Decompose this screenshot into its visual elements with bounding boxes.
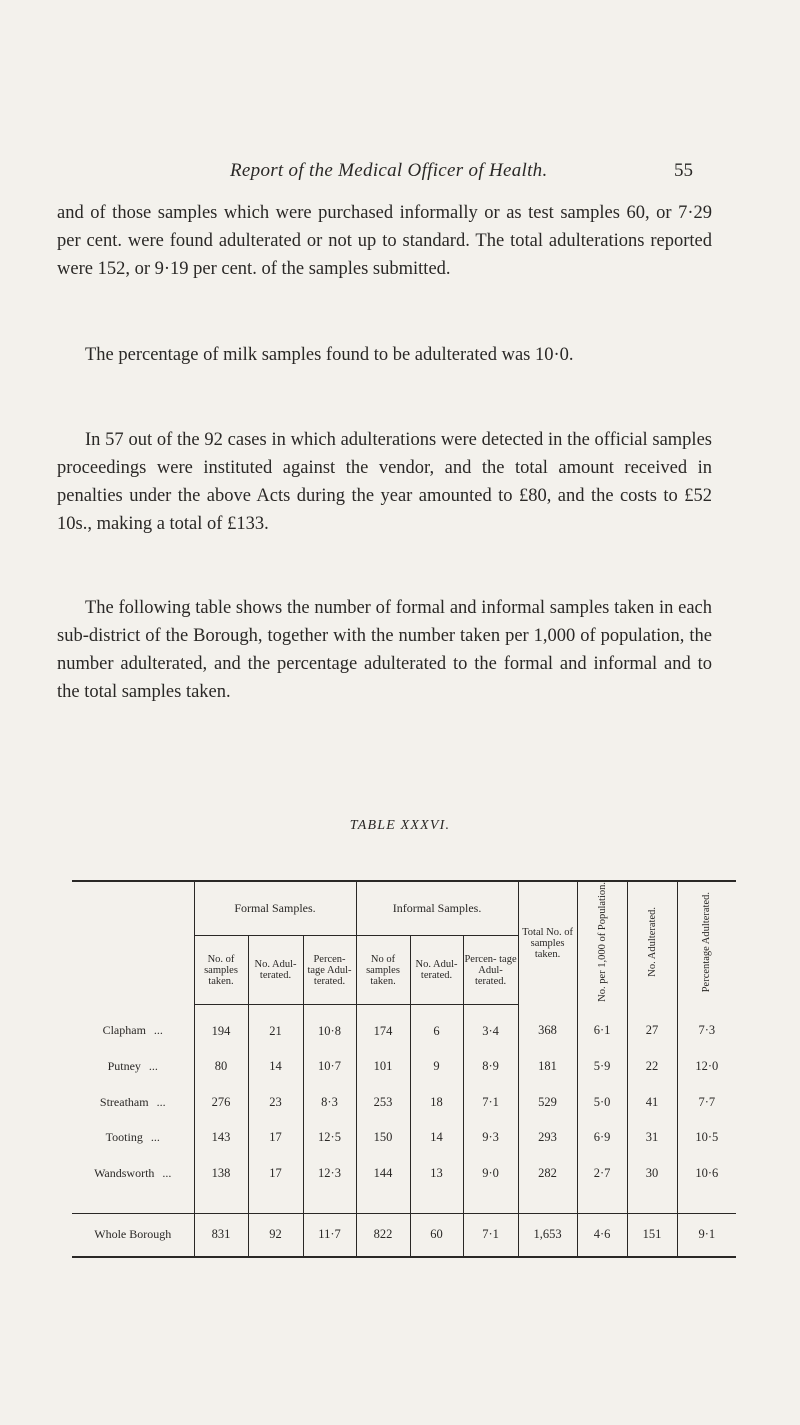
table-cell: 9·0	[463, 1155, 518, 1191]
samples-table	[72, 880, 736, 1258]
table-cell: 282	[518, 1155, 577, 1191]
table-cell: 101	[356, 1049, 410, 1085]
table-cell: 22	[627, 1049, 677, 1085]
separator-cell	[627, 1191, 677, 1214]
table-cell: 529	[518, 1084, 577, 1120]
informal-adulterated-header: No. Adul- terated.	[410, 935, 463, 1004]
table-cell: 3·4	[463, 1005, 518, 1049]
informal-percentage-header: Percen- tage Adul- terated.	[463, 935, 518, 1004]
table-cell: 2·7	[577, 1155, 627, 1191]
separator-row	[72, 1191, 736, 1214]
table-cell: 10·8	[303, 1005, 356, 1049]
table-cell: 12·0	[677, 1049, 736, 1085]
leader-dots: ...	[162, 1165, 172, 1180]
table-cell: 143	[194, 1120, 248, 1156]
total-cell: 4·6	[577, 1213, 627, 1257]
separator-cell	[677, 1191, 736, 1214]
table-cell: 7·1	[463, 1084, 518, 1120]
row-label: Streatham ...	[99, 1094, 166, 1109]
table-cell: 150	[356, 1120, 410, 1156]
separator-cell	[356, 1191, 410, 1214]
table-cell: 14	[248, 1049, 303, 1085]
total-cell: 9·1	[677, 1213, 736, 1257]
table-cell: 6·9	[577, 1120, 627, 1156]
table-row	[72, 1155, 736, 1191]
row-label: Tooting ...	[105, 1130, 160, 1145]
stub-header	[72, 881, 194, 1005]
table-cell: 17	[248, 1120, 303, 1156]
row-label: Wandsworth ...	[94, 1165, 172, 1180]
total-cell: 7·1	[463, 1213, 518, 1257]
total-row	[72, 1213, 736, 1257]
percentage-adulterated-header: Percentage Adulterated.	[677, 881, 736, 1005]
table-cell: 18	[410, 1084, 463, 1120]
page-header	[0, 160, 800, 190]
table-cell: 8·3	[303, 1084, 356, 1120]
informal-samples-header: Informal Samples.	[356, 881, 518, 935]
running-title: Report of the Medical Officer of Health.	[230, 160, 548, 181]
total-cell: 831	[194, 1213, 248, 1257]
table-cell: 21	[248, 1005, 303, 1049]
total-cell: 92	[248, 1213, 303, 1257]
table-cell: 276	[194, 1084, 248, 1120]
page-number: 55	[674, 160, 693, 181]
formal-percentage-header: Percen- tage Adul- terated.	[303, 935, 356, 1004]
total-cell: 822	[356, 1213, 410, 1257]
formal-samples-header: Formal Samples.	[194, 881, 356, 935]
table-cell: 23	[248, 1084, 303, 1120]
table-cell: 30	[627, 1155, 677, 1191]
table-cell: 9·3	[463, 1120, 518, 1156]
table-cell: 13	[410, 1155, 463, 1191]
separator-cell	[72, 1191, 194, 1214]
table-cell: 181	[518, 1049, 577, 1085]
table-cell: 6	[410, 1005, 463, 1049]
table-cell: 10·5	[677, 1120, 736, 1156]
table-cell: 80	[194, 1049, 248, 1085]
paragraph-samples-adulterated: and of those samples which were purchased informally or as test samples 60, or 7·29 per cent. were found adulterated or not up to standard. The total adulterations reported were 152, or 9·19 per cent. of the samples submitted.	[57, 203, 712, 279]
table-cell: 138	[194, 1155, 248, 1191]
table-cell: 5·0	[577, 1084, 627, 1120]
table-cell: 194	[194, 1005, 248, 1049]
table-caption: TABLE XXXVI.	[349, 818, 451, 833]
table-cell: 10·7	[303, 1049, 356, 1085]
table-cell: 293	[518, 1120, 577, 1156]
table-row	[72, 1084, 736, 1120]
leader-dots: ...	[148, 1059, 158, 1074]
table-cell: 27	[627, 1005, 677, 1049]
table-cell: 17	[248, 1155, 303, 1191]
table-cell: 253	[356, 1084, 410, 1120]
table-cell: 5·9	[577, 1049, 627, 1085]
table-row	[72, 1049, 736, 1085]
per-1000-header: No. per 1,000 of Population.	[577, 881, 627, 1005]
table-cell: 12·3	[303, 1155, 356, 1191]
formal-adulterated-header: No. Adul- terated.	[248, 935, 303, 1004]
separator-cell	[463, 1191, 518, 1214]
total-cell: 11·7	[303, 1213, 356, 1257]
separator-cell	[410, 1191, 463, 1214]
row-label: Putney ...	[107, 1059, 158, 1074]
table-cell: 41	[627, 1084, 677, 1120]
informal-samples-taken-header: No of samples taken.	[356, 935, 410, 1004]
separator-cell	[248, 1191, 303, 1214]
table-cell: 12·5	[303, 1120, 356, 1156]
total-cell: 1,653	[518, 1213, 577, 1257]
table-cell: 144	[356, 1155, 410, 1191]
total-cell: 151	[627, 1213, 677, 1257]
separator-cell	[577, 1191, 627, 1214]
separator-cell	[194, 1191, 248, 1214]
leader-dots: ...	[153, 1023, 163, 1038]
paragraph-proceedings: In 57 out of the 92 cases in which adulterations were detected in the official samples proceedings were instituted against the vendor, and the total amount received in penalties under the above Acts during the year amounted to £80, and the costs to £52 10s., making a total of £133.	[57, 430, 712, 534]
table-cell: 7·7	[677, 1084, 736, 1120]
leader-dots: ...	[150, 1130, 160, 1145]
separator-cell	[303, 1191, 356, 1214]
table-row	[72, 1005, 736, 1049]
table-row	[72, 1120, 736, 1156]
total-samples-header: Total No. of samples taken.	[518, 881, 577, 1005]
table-cell: 6·1	[577, 1005, 627, 1049]
paragraph-table-intro: The following table shows the number of formal and informal samples taken in each sub-district of the Borough, together with the number taken per 1,000 of population, the number adulterated, and the percentage adulterated to the formal and informal and to the total samples taken.	[57, 598, 712, 702]
table-cell: 368	[518, 1005, 577, 1049]
table-cell: 174	[356, 1005, 410, 1049]
total-row-label: Whole Borough	[94, 1227, 172, 1242]
row-label: Clapham ...	[102, 1023, 163, 1038]
table-cell: 14	[410, 1120, 463, 1156]
paragraph-milk-percentage: The percentage of milk samples found to be adulterated was 10·0.	[85, 345, 574, 365]
table-cell: 31	[627, 1120, 677, 1156]
leader-dots: ...	[156, 1094, 166, 1109]
formal-samples-taken-header: No. of samples taken.	[194, 935, 248, 1004]
no-adulterated-header: No. Adulterated.	[627, 881, 677, 1005]
table-cell: 7·3	[677, 1005, 736, 1049]
table-cell: 9	[410, 1049, 463, 1085]
table-cell: 8·9	[463, 1049, 518, 1085]
separator-cell	[518, 1191, 577, 1214]
table-cell: 10·6	[677, 1155, 736, 1191]
total-cell: 60	[410, 1213, 463, 1257]
